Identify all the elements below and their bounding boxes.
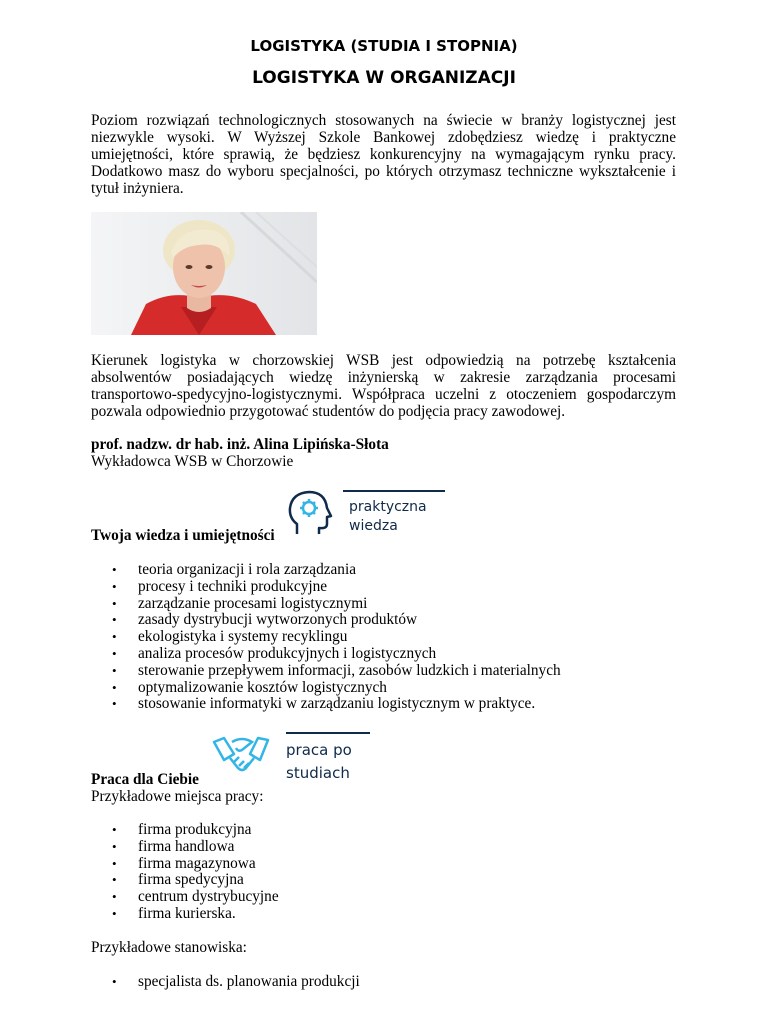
list-item: • firma magazynowa <box>91 856 279 873</box>
skills-heading: Twoja wiedza i umiejętności <box>91 527 275 544</box>
author-role: Wykładowca WSB w Chorzowie <box>91 453 294 470</box>
badge-knowledge-line2: wiedza <box>349 518 398 534</box>
author-name: prof. nadzw. dr hab. inż. Alina Lipińska-Słota <box>91 436 389 453</box>
intro-paragraph: Poziom rozwiązań technologicznych stosowanych na świecie w branży logistycznej jest niezwykle wysoki. W Wyższej Szkole Bankowej zdobędziesz wiedzę i praktyczne umiejętności, które sprawią, że będziesz konkurencyjny na wymagającym rynku pracy. Dodatkowo masz do wyboru specjalności, po których otrzymasz techniczne wykształcenie i tytuł inżyniera. <box>91 112 676 197</box>
list-item: • firma kurierska. <box>91 906 279 923</box>
job-places-label: Przykładowe miejsca pracy: <box>91 788 264 805</box>
badge-knowledge-line1: praktyczna <box>349 499 427 515</box>
list-item: • procesy i techniki produkcyjne <box>91 579 561 596</box>
practical-knowledge-badge <box>287 488 447 538</box>
list-item: • centrum dystrybucyjne <box>91 889 279 906</box>
program-title: LOGISTYKA (STUDIA I STOPNIA) <box>250 37 518 55</box>
list-item: • firma spedycyjna <box>91 872 279 889</box>
list-item: • specjalista ds. planowania produkcji <box>91 974 360 991</box>
jobs-heading: Praca dla Ciebie <box>91 771 199 788</box>
skills-list <box>91 562 561 713</box>
badge-work-line2: studiach <box>286 764 350 782</box>
lecturer-photo <box>91 212 317 335</box>
badge-work-line1: praca po <box>286 741 352 759</box>
handshake-icon <box>212 730 372 786</box>
list-item: • zarządzanie procesami logistycznymi <box>91 596 561 613</box>
list-item: • analiza procesów produkcyjnych i logistycznych <box>91 646 561 663</box>
specialty-title: LOGISTYKA W ORGANIZACJI <box>252 68 516 88</box>
job-positions-label: Przykładowe stanowiska: <box>91 939 247 956</box>
list-item: • ekologistyka i systemy recyklingu <box>91 629 561 646</box>
job-positions-list <box>91 974 360 991</box>
job-places-list <box>91 822 279 923</box>
list-item: • optymalizowanie kosztów logistycznych <box>91 680 561 697</box>
list-item: • firma produkcyjna <box>91 822 279 839</box>
list-item: • teoria organizacji i rola zarządzania <box>91 562 561 579</box>
list-item: • firma handlowa <box>91 839 279 856</box>
quote-paragraph: Kierunek logistyka w chorzowskiej WSB jest odpowiedzią na potrzebę kształcenia absolwentów posiadających wiedzę inżynierską w zakresie zarządzania procesami transportowo-spedycyjno-logistycznymi. Współpraca uczelni z otoczeniem gospodarczym pozwala odpowiednio przygotować studentów do podjęcia pracy zawodowej. <box>91 352 676 420</box>
work-after-studies-badge <box>212 730 372 786</box>
head-gear-icon <box>287 488 447 538</box>
list-item: • zasady dystrybucji wytworzonych produktów <box>91 612 561 629</box>
list-item: • sterowanie przepływem informacji, zasobów ludzkich i materialnych <box>91 663 561 680</box>
list-item: • stosowanie informatyki w zarządzaniu logistycznym w praktyce. <box>91 696 561 713</box>
